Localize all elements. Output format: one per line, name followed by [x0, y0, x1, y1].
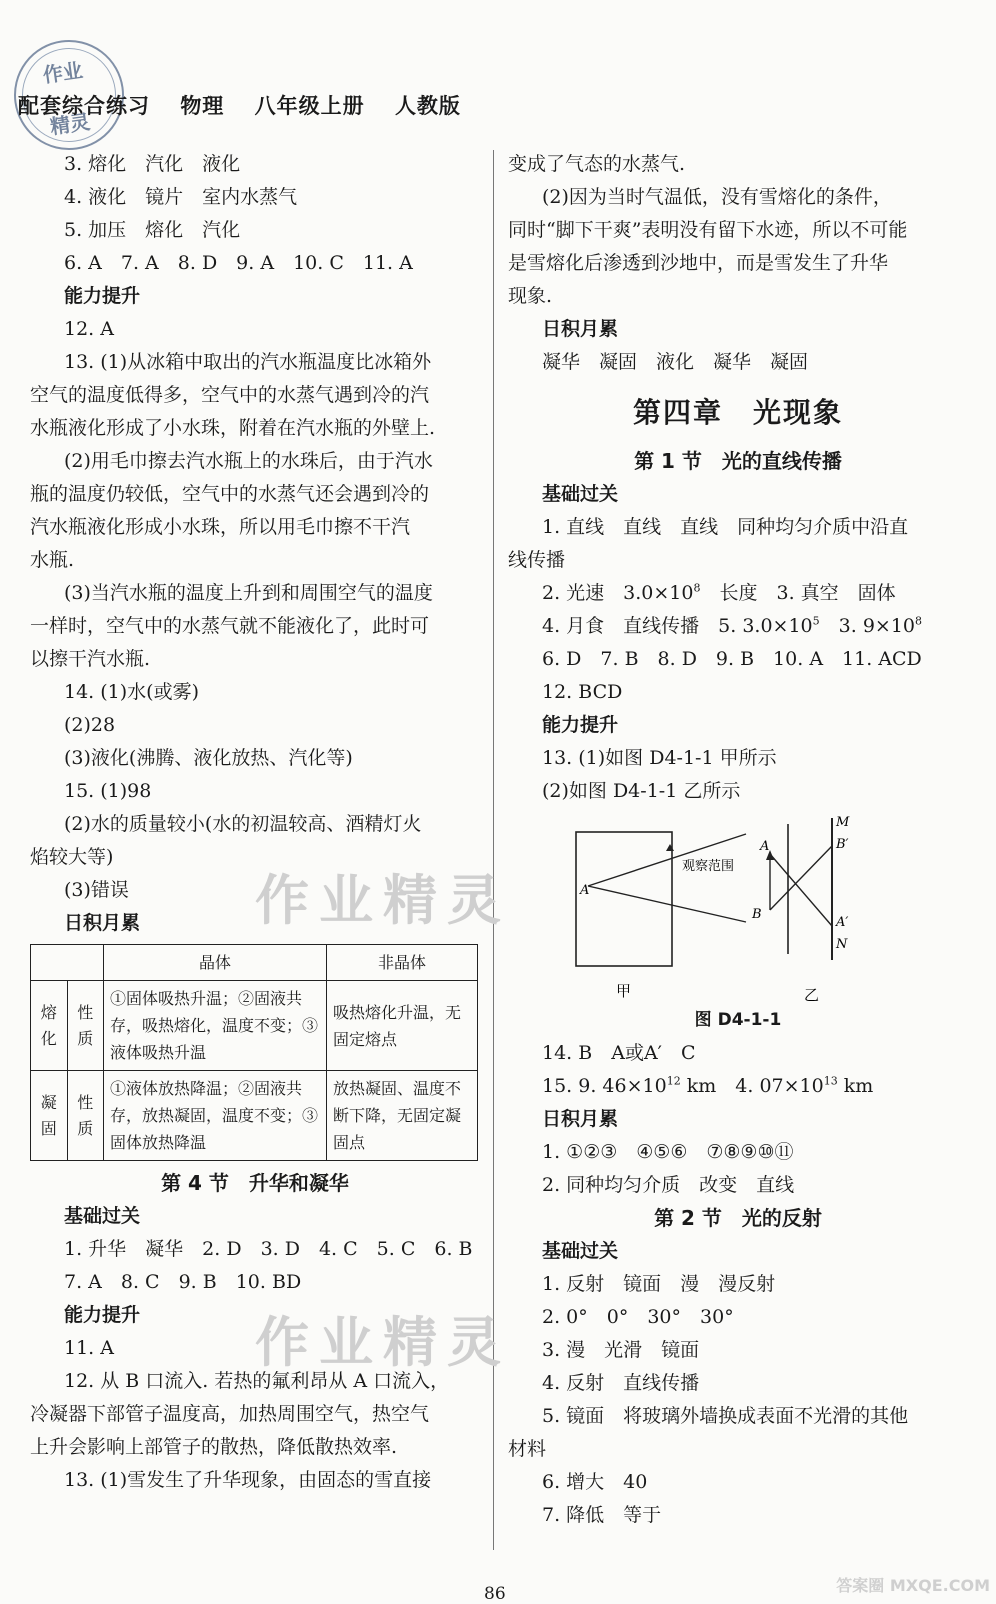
box-jia [576, 832, 672, 966]
section-heading: 能力提升 [64, 285, 141, 307]
text-line: 12. A [64, 318, 114, 340]
stamp-line1: 作业 [41, 57, 85, 88]
ray-cross-1 [770, 854, 832, 926]
text-line: 凝华 凝固 液化 凝华 凝固 [542, 351, 809, 373]
text-line: (2)28 [64, 714, 116, 736]
section-heading: 基础过关 [64, 1205, 141, 1227]
text-line: 一样时，空气中的水蒸气就不能液化了，此时可 [30, 615, 430, 637]
text-line: 6. 增大 40 [542, 1471, 648, 1493]
text-line: 焰较大等) [30, 846, 114, 868]
section-heading: 基础过关 [542, 1240, 619, 1262]
text-line: 6. D 7. B 8. D 9. B 10. A 11. ACD [542, 648, 922, 670]
table-row [31, 1071, 478, 1161]
section-title: 第 1 节 光的直线传播 [634, 449, 842, 473]
text-line: 13. (1)从冰箱中取出的汽水瓶温度比冰箱外 [64, 351, 432, 373]
header-series: 配套综合练习 [18, 94, 150, 118]
text-line: 汽水瓶液化形成小水珠，所以用毛巾擦不干汽 [30, 516, 411, 538]
superscript: 13 [823, 1074, 838, 1088]
section-title: 第 4 节 升华和凝华 [161, 1171, 349, 1195]
text-line [508, 610, 968, 643]
text-line: 1. 直线 直线 直线 同种均匀介质中沿直 [542, 516, 909, 538]
text-line: 水瓶液化形成了小水珠，附着在汽水瓶的外壁上. [30, 417, 436, 439]
text-fragment: 15. 9. 46×10 [542, 1075, 667, 1097]
section-heading: 能力提升 [542, 714, 619, 736]
superscript: 8 [915, 614, 923, 628]
text-line: 2. 0° 0° 30° 30° [542, 1306, 734, 1328]
section-heading: 能力提升 [64, 1304, 141, 1326]
text-line: 1. 升华 凝华 2. D 3. D 4. C 5. C 6. B [64, 1238, 473, 1260]
text-line: 7. 降低 等于 [542, 1504, 662, 1526]
label-a-small: A [760, 839, 770, 854]
left-column [30, 148, 480, 1497]
table-cell: 凝固 [31, 1071, 68, 1161]
header-subject: 物理 [180, 94, 225, 118]
table-row [31, 981, 478, 1071]
text-line: 2. 同种均匀介质 改变 直线 [542, 1174, 795, 1196]
text-line: 1. ①②③ ④⑤⑥ ⑦⑧⑨⑩⑪ [542, 1141, 794, 1163]
text-fragment: 2. 光速 3.0×10 [542, 582, 694, 604]
ray-cross-2 [770, 846, 832, 910]
corner-watermark: 答案圈 MXQE.COM [836, 1576, 990, 1595]
text-line: 15. (1)98 [64, 780, 152, 802]
text-line: 变成了气态的水蒸气. [508, 153, 686, 175]
text-line: (2)水的质量较小(水的初温较高、酒精灯火 [64, 813, 422, 835]
label-a-prime: A′ [836, 915, 849, 930]
text-line: 以擦干汽水瓶. [30, 648, 151, 670]
stamp-line2: 精灵 [48, 109, 92, 139]
text-line: 12. 从 B 口流入. 若热的氟利昂从 A 口流入， [64, 1370, 450, 1392]
text-line: 3. 漫 光滑 镜面 [542, 1339, 700, 1361]
label-range: 观察范围 [682, 859, 735, 874]
text-line: 线传播 [508, 549, 566, 571]
figure-d4-1-1 [566, 814, 896, 1004]
text-line: 12. BCD [542, 681, 623, 703]
section-heading: 日积月累 [542, 318, 619, 340]
watermark: 作业精灵 [255, 869, 511, 932]
text-fragment: km 4. 07×10 [680, 1075, 824, 1097]
superscript: 5 [812, 614, 820, 628]
text-line: 4. 液化 镜片 室内水蒸气 [64, 186, 298, 208]
text-line [508, 1070, 968, 1103]
text-line: 同时“脚下干爽”表明没有留下水迹，所以不可能 [508, 219, 908, 241]
summary-table [30, 944, 478, 1161]
text-line: 13. (1)雪发生了升华现象，由固态的雪直接 [64, 1469, 432, 1491]
right-column [508, 148, 968, 1532]
figure-drawing [566, 814, 896, 1004]
section-heading: 日积月累 [542, 1108, 619, 1130]
table-cell: 性质 [67, 981, 104, 1071]
label-yi: 乙 [804, 986, 820, 1004]
text-line: (2)如图 D4-1-1 乙所示 [542, 780, 741, 802]
label-jia: 甲 [616, 982, 632, 1000]
ray-lower [588, 886, 746, 922]
label-n: N [836, 937, 848, 952]
table-cell: 熔化 [31, 981, 68, 1071]
label-m: M [836, 815, 850, 830]
text-line: (3)错误 [64, 879, 129, 901]
table-header: 晶体 [104, 945, 327, 981]
text-line: 空气的温度低得多，空气中的水蒸气遇到冷的汽 [30, 384, 430, 406]
text-line: 上升会影响上部管子的散热，降低散热效率. [30, 1436, 398, 1458]
text-line: 是雪熔化后渗透到沙地中，而是雪发生了升华 [508, 252, 889, 274]
text-fragment: 长度 3. 真空 固体 [700, 582, 896, 604]
label-a: A [580, 883, 590, 898]
text-line: 4. 反射 直线传播 [542, 1372, 700, 1394]
text-line: 14. (1)水(或雾) [64, 681, 199, 703]
header-grade: 八年级上册 [254, 94, 365, 118]
table-cell: 放热凝固、温度不断下降，无固定凝固点 [327, 1071, 478, 1161]
superscript: 8 [693, 581, 701, 595]
text-line: 水瓶. [30, 549, 75, 571]
text-line: 1. 反射 镜面 漫 漫反射 [542, 1273, 776, 1295]
text-fragment: 3. 9×10 [819, 615, 916, 637]
chapter-title: 第四章 光现象 [632, 396, 843, 429]
superscript: 12 [666, 1074, 681, 1088]
table-header: 非晶体 [327, 945, 478, 981]
table-cell: ①固体吸热升温；②固液共存，吸热熔化，温度不变；③液体吸热升温 [104, 981, 327, 1071]
label-b-small: B [752, 907, 762, 922]
watermark: 作业精灵 [255, 1311, 511, 1374]
text-line: 瓶的温度仍较低，空气中的水蒸气还会遇到冷的 [30, 483, 430, 505]
page-number: 86 [484, 1584, 506, 1604]
text-line: 13. (1)如图 D4-1-1 甲所示 [542, 747, 777, 769]
table-row [31, 945, 478, 981]
table-cell: 性质 [67, 1071, 104, 1161]
text-line: 3. 熔化 汽化 液化 [64, 153, 241, 175]
text-line: 11. A [64, 1337, 114, 1359]
label-b-prime: B′ [836, 837, 849, 852]
text-line: (3)当汽水瓶的温度上升到和周围空气的温度 [64, 582, 433, 604]
text-line: (2)用毛巾擦去汽水瓶上的水珠后，由于汽水 [64, 450, 433, 472]
text-fragment: 4. 月食 直线传播 5. 3.0×10 [542, 615, 813, 637]
text-line: (2)因为当时气温低，没有雪熔化的条件， [542, 186, 892, 208]
text-line: 7. A 8. C 9. B 10. BD [64, 1271, 302, 1293]
text-line: 冷凝器下部管子温度高，加热周围空气，热空气 [30, 1403, 430, 1425]
table-cell: 吸热熔化升温，无固定熔点 [327, 981, 478, 1071]
table-cell [31, 945, 104, 981]
page-header [18, 90, 483, 120]
text-line: 6. A 7. A 8. D 9. A 10. C 11. A [64, 252, 413, 274]
text-line: 5. 镜面 将玻璃外墙换成表面不光滑的其他 [542, 1405, 909, 1427]
section-heading: 日积月累 [64, 912, 141, 934]
text-line [508, 577, 968, 610]
text-line: 材料 [508, 1438, 547, 1460]
header-edition: 人教版 [394, 94, 461, 118]
text-line: 现象. [508, 285, 553, 307]
section-title: 第 2 节 光的反射 [654, 1206, 822, 1230]
text-line: 5. 加压 熔化 汽化 [64, 219, 241, 241]
figure-caption: 图 D4-1-1 [694, 1010, 782, 1030]
text-line: 14. B A或A′ C [542, 1042, 696, 1064]
table-cell: ①液体放热降温；②固液共存，放热凝固，温度不变；③固体放热降温 [104, 1071, 327, 1161]
text-fragment: km [837, 1075, 874, 1097]
text-line: (3)液化(沸腾、液化放热、汽化等) [64, 747, 353, 769]
section-heading: 基础过关 [542, 483, 619, 505]
